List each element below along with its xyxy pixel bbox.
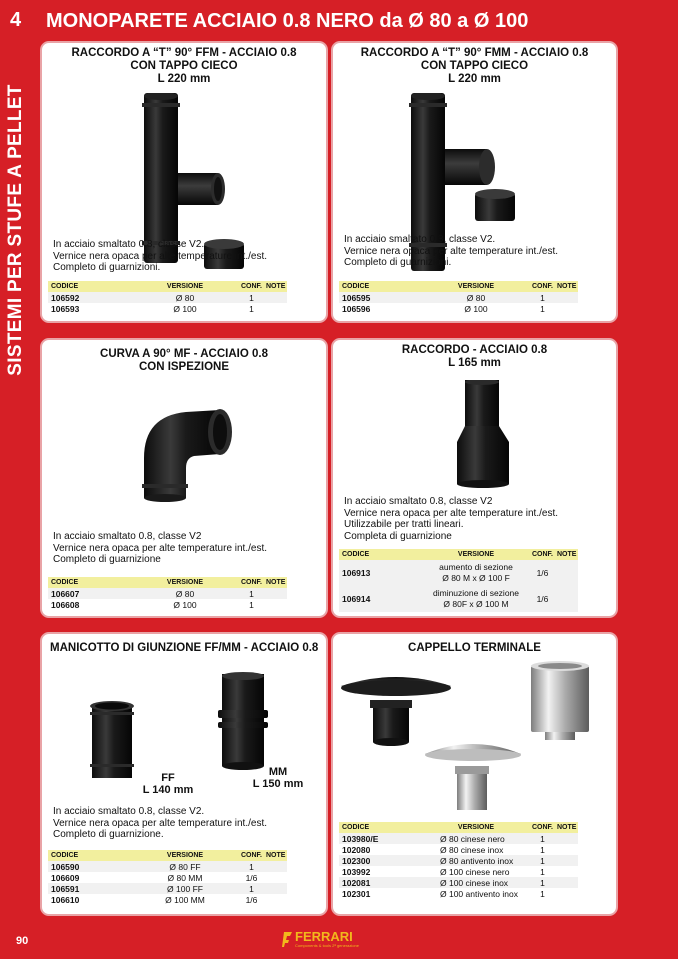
table-row: 106595 Ø 80 1 <box>339 292 578 303</box>
chinese-cap-inox-image <box>421 738 525 814</box>
table-row: 106591 Ø 100 FF 1 <box>48 883 287 894</box>
product-table: CODICE VERSIONE CONF. NOTE 106590 Ø 80 FF 1 106609 Ø 80 MM 1/6 106591 Ø 100 FF 1 106610 Ø 100 MM 1/6 <box>48 850 287 905</box>
product-title: CURVA A 90° MF - ACCIAIO 0.8 CON ISPEZIONE <box>100 348 268 373</box>
table-row: 102080 Ø 80 cinese inox 1 <box>339 844 578 855</box>
page-number: 90 <box>16 935 29 947</box>
svg-text:FERRARI: FERRARI <box>295 929 353 944</box>
ferrari-logo <box>282 928 374 948</box>
sleeve-mm-image <box>214 672 274 772</box>
table-row: 106913 aumento di sezione Ø 80 M x Ø 100 F 1/6 <box>339 560 578 586</box>
table-row: 106592 Ø 80 1 <box>48 292 287 303</box>
product-card-t-fmm <box>331 41 618 323</box>
product-card-sleeve <box>40 632 328 916</box>
reducer-image <box>451 380 521 490</box>
svg-text:Components & tools 2ª generazi: Components & tools 2ª generazione <box>295 943 359 948</box>
product-title: MANICOTTO DI GIUNZIONE FF/MM - ACCIAIO 0.8 <box>50 642 319 654</box>
table-row: 103980/E Ø 80 cinese nero 1 <box>339 833 578 844</box>
ff-label: FF L 140 mm <box>142 772 194 796</box>
product-table: CODICE VERSIONE CONF. NOTE 106592 Ø 80 1 106593 Ø 100 1 <box>48 281 287 314</box>
page-section-number: 4 <box>10 9 22 31</box>
product-table: CODICE VERSIONE CONF. NOTE 106913 aumento di sezione Ø 80 M x Ø 100 F 1/6 106914 diminuzione di sezione Ø 80F x Ø 100 M 1/6 <box>339 549 578 612</box>
product-title: RACCORDO A “T” 90° FMM - ACCIAIO 0.8 CON TAPPO CIECO L 220 mm <box>360 47 589 85</box>
table-row: 103992 Ø 100 cinese nero 1 <box>339 866 578 877</box>
product-title: RACCORDO - ACCIAIO 0.8 L 165 mm <box>401 344 548 369</box>
page-heading: MONOPARETE ACCIAIO 0.8 NERO da Ø 80 a Ø 100 <box>46 10 529 32</box>
table-row: 106608 Ø 100 1 <box>48 599 287 610</box>
table-row: 106610 Ø 100 MM 1/6 <box>48 894 287 905</box>
product-description: In acciaio smaltato 0.8, classe V2. Vernice nera opaca per alte temperature int./est. Completo di guarnizioni. <box>53 239 268 273</box>
product-table: CODICE VERSIONE CONF. NOTE 106607 Ø 80 1 106608 Ø 100 1 <box>48 577 287 610</box>
table-row: 106593 Ø 100 1 <box>48 303 287 314</box>
product-table: CODICE VERSIONE CONF. NOTE 106595 Ø 80 1 106596 Ø 100 1 <box>339 281 578 314</box>
product-card-t-ffm <box>40 41 328 323</box>
table-row: 102301 Ø 100 antivento inox 1 <box>339 888 578 899</box>
table-row: 102081 Ø 100 cinese inox 1 <box>339 877 578 888</box>
product-title: RACCORDO A “T” 90° FFM - ACCIAIO 0.8 CON TAPPO CIECO L 220 mm <box>71 47 297 85</box>
table-row: 106596 Ø 100 1 <box>339 303 578 314</box>
product-card-elbow <box>40 338 328 618</box>
product-description: In acciaio smaltato 0.8, classe V2. Vernice nera opaca per alte temperature int./est. Completo di guarnizione. <box>53 806 268 840</box>
sleeve-ff-image <box>86 700 138 782</box>
product-title: CAPPELLO TERMINALE <box>408 642 541 654</box>
product-card-cap <box>331 632 618 916</box>
product-description: In acciaio smaltato 0.8, classe V2 Vernice nera opaca per alte temperature int./est. Utilizzabile per tratti lineari. Completa di guarnizione <box>344 496 559 542</box>
product-description: In acciaio smaltato 0.8, classe V2 Vernice nera opaca per alte temperature int./est. Completo di guarnizione <box>53 531 268 565</box>
sidebar-label: SISTEMI PER STUFE A PELLET <box>5 84 26 376</box>
mm-label: MM L 150 mm <box>252 766 304 790</box>
table-row: 106914 diminuzione di sezione Ø 80F x Ø 100 M 1/6 <box>339 586 578 612</box>
product-description: In acciaio smaltato 0.8, classe V2. Vernice nera opaca per alte temperature int./est. Completo di guarnizioni. <box>344 234 559 268</box>
product-card-reducer <box>331 338 618 618</box>
table-row: 106607 Ø 80 1 <box>48 588 287 599</box>
table-row: 106590 Ø 80 FF 1 <box>48 861 287 872</box>
table-row: 106609 Ø 80 MM 1/6 <box>48 872 287 883</box>
table-row: 102300 Ø 80 antivento inox 1 <box>339 855 578 866</box>
elbow-image <box>134 398 254 508</box>
windproof-cap-image <box>525 660 595 742</box>
product-table: CODICE VERSIONE CONF. NOTE 103980/E Ø 80 cinese nero 1 102080 Ø 80 cinese inox 1 102300 Ø 80 antivento inox 1 103992 Ø 100 cinese nero 1 102081 Ø 100 cinese inox 1 102301 Ø 100 antivento inox 1 <box>339 822 578 899</box>
